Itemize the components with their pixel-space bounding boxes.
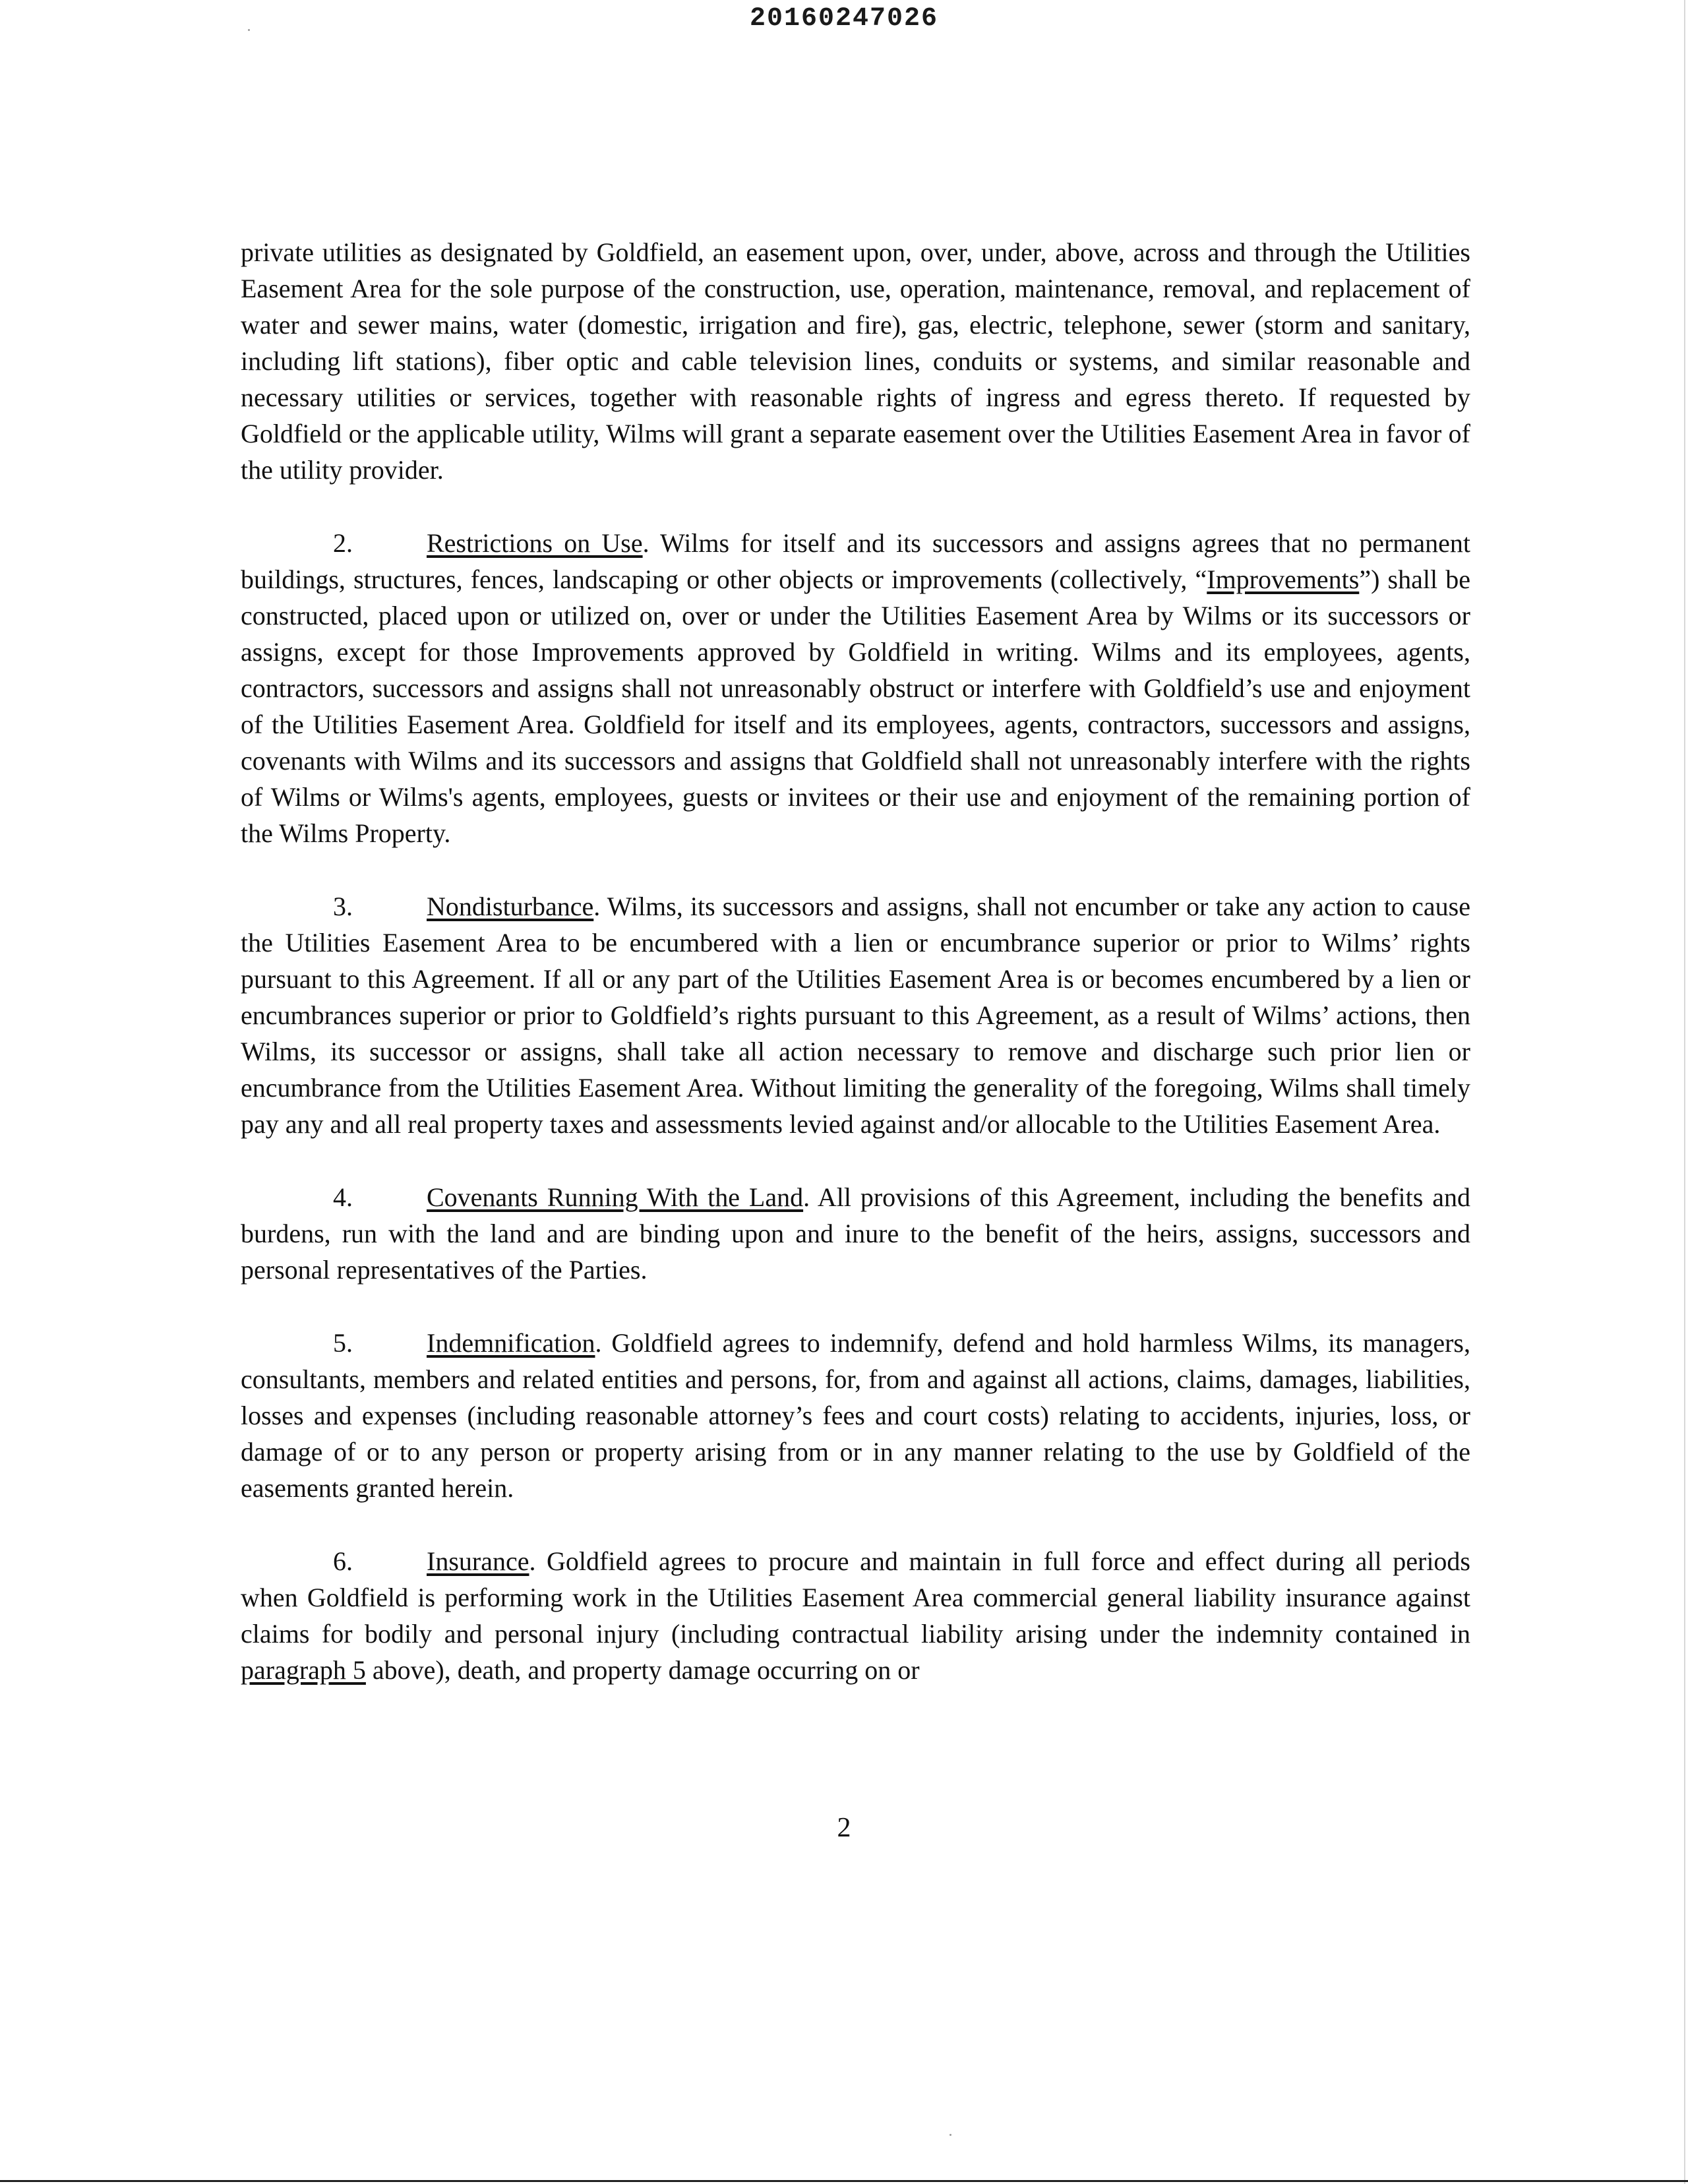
- scan-speck: [248, 29, 250, 31]
- paragraph-number: 5.: [333, 1328, 353, 1358]
- scan-bottom-border: [0, 2180, 1688, 2182]
- document-number: 20160247026: [749, 4, 939, 34]
- paragraph-text: . Goldfield agrees to indemnify, defend and hold harmless Wilms, its managers, consultants, members and related entities and persons, for, from and against all actions, claims, damages, liabilities, losses and expenses (including reasonable attorney’s fees and court costs) relating to accidents, injuries, loss, or damage of or to any person or property arising from or in any manner relating to the use by Goldfield of the easements granted herein.: [241, 1328, 1470, 1503]
- paragraph-heading: Nondisturbance: [427, 892, 594, 921]
- paragraph-text: private utilities as designated by Goldfield, an easement upon, over, under, above, across and through the Utilities Easement Area for the sole purpose of the construction, use, operation, maintenance, removal, and replacement of water and sewer mains, water (domestic, irrigation and fire), gas, electric, telephone, sewer (storm and sanitary, including lift stations), fiber optic and cable television lines, conduits or systems, and similar reasonable and necessary utilities or services, together with reasonable rights of ingress and egress thereto. If requested by Goldfield or the applicable utility, Wilms will grant a separate easement over the Utilities Easement Area in favor of the utility provider.: [241, 237, 1470, 485]
- paragraph-text: ”) shall be constructed, placed upon or utilized on, over or under the Utilities Easement Area by Wilms or its successors or assigns, except for those Improvements approved by Goldfield in writing. Wilms and its employees, agents, contractors, successors and assigns shall not unreasonably obstruct or interfere with Goldfield’s use and enjoyment of the Utilities Easement Area. Goldfield for itself and its employees, agents, contractors, successors and assigns, covenants with Wilms and its successors and assigns that Goldfield shall not unreasonably interfere with the rights of Wilms or Wilms's agents, employees, guests or invitees or their use and enjoyment of the remaining portion of the Wilms Property.: [241, 564, 1471, 848]
- paragraph-text: . Wilms, its successors and assigns, shall not encumber or take any action to cause the Utilities Easement Area to be encumbered with a lien or encumbrance superior or prior to Wilms’ rights pursuant to this Agreement. If all or any part of the Utilities Easement Area is or becomes encumbered by a lien or encumbrances superior or prior to Goldfield’s rights pursuant to this Agreement, as a result of Wilms’ actions, then Wilms, its successor or assigns, shall take all action necessary to remove and discharge such prior lien or encumbrance from the Utilities Easement Area. Without limiting the generality of the foregoing, Wilms shall timely pay any and all real property taxes and assessments levied against and/or allocable to the Utilities Easement Area.: [241, 892, 1470, 1139]
- paragraph-number: 2.: [333, 528, 353, 558]
- scan-edge-line: [1684, 0, 1685, 2184]
- paragraph-heading: Restrictions on Use: [427, 528, 643, 558]
- paragraph-insurance: [241, 1543, 1470, 1688]
- paragraph-heading: Indemnification: [427, 1328, 595, 1358]
- page-number: 2: [837, 1813, 851, 1843]
- paragraph-heading: Covenants Running With the Land: [427, 1182, 804, 1212]
- paragraph-indemnification: [241, 1325, 1470, 1506]
- paragraph-text: . Wilms for itself and its successors and assigns agrees that no permanent buildings, structures, fences, landscaping or other objects or improvements (collectively, “: [241, 528, 1470, 594]
- paragraph-number: 4.: [333, 1182, 353, 1212]
- defined-term: Improvements: [1207, 564, 1360, 594]
- paragraph-number: 6.: [333, 1546, 353, 1576]
- paragraph-covenants-running-with-land: [241, 1179, 1470, 1288]
- paragraph-nondisturbance: [241, 888, 1470, 1142]
- paragraph-number: 3.: [333, 892, 353, 921]
- document-body: [241, 234, 1470, 1725]
- paragraph-heading: Insurance: [427, 1546, 529, 1576]
- paragraph-restrictions-on-use: [241, 525, 1470, 851]
- scan-speck: [950, 2134, 951, 2136]
- paragraph-continuation: [241, 234, 1470, 488]
- paragraph-reference: paragraph 5: [241, 1655, 366, 1685]
- paragraph-text: above), death, and property damage occurring on or: [365, 1655, 920, 1685]
- paragraph-text: . Goldfield agrees to procure and maintain in full force and effect during all periods when Goldfield is performing work in the Utilities Easement Area commercial general liability insurance against claims for bodily and personal injury (including contractual liability arising under the indemnity contained in: [241, 1546, 1470, 1649]
- paragraph-text: . All provisions of this Agreement, including the benefits and burdens, run with the land and are binding upon and inure to the benefit of the heirs, assigns, successors and personal representatives of the Parties.: [241, 1182, 1470, 1285]
